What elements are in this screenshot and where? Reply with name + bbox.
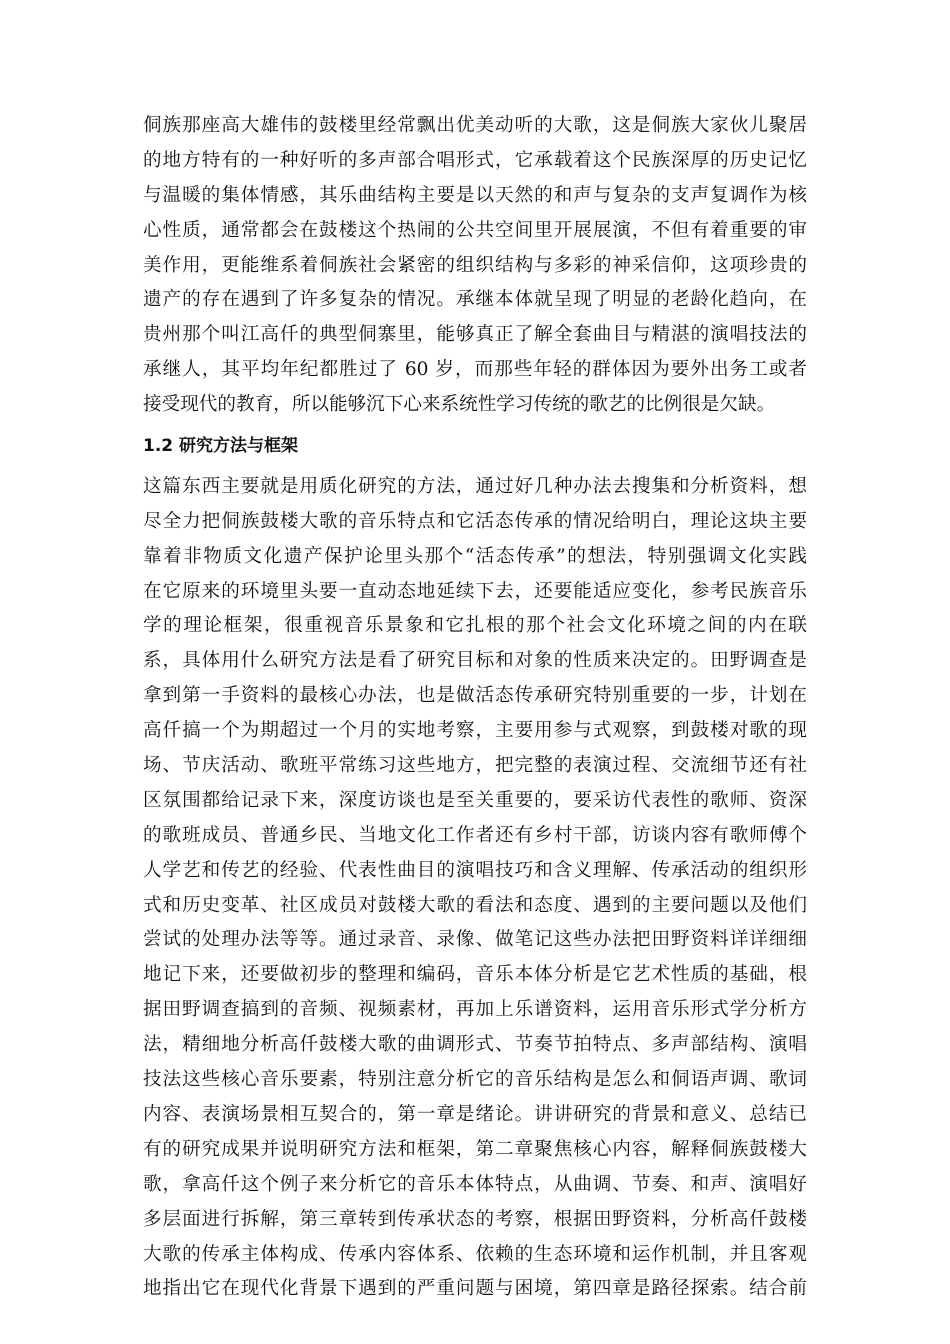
text-line: 据田野调查搞到的音频、视频素材，再加上乐谱资料，运用音乐形式学分析方 [143, 999, 807, 1021]
text-line: 高仟搞一个为期超过一个月的实地考察，主要用参与式观察，到鼓楼对歌的现 [143, 720, 807, 742]
text-line: 承继人，其平均年纪都胜过了 60 岁，而那些年轻的群体因为要外出务工或者 [143, 359, 807, 381]
text-line: 式和历史变革、社区成员对鼓楼大歌的看法和态度、遇到的主要问题以及他们 [143, 894, 807, 916]
text-line: 靠着非物质文化遗产保护论里头那个“活态传承”的想法，特别强调文化实践 [143, 545, 807, 567]
text-line: 学的理论框架，很重视音乐景象和它扎根的那个社会文化环境之间的内在联 [143, 615, 807, 637]
methods-paragraph [143, 470, 807, 1307]
text-line: 尽全力把侗族鼓楼大歌的音乐特点和它活态传承的情况给明白，理论这块主要 [143, 510, 807, 532]
text-line: 人学艺和传艺的经验、代表性曲目的演唱技巧和含义理解、传承活动的组织形 [143, 859, 807, 881]
text-line: 贵州那个叫江高仟的典型侗寨里，能够真正了解全套曲目与精湛的演唱技法的 [143, 324, 807, 346]
text-line: 法，精细地分析高仟鼓楼大歌的曲调形式、节奏节拍特点、多声部结构、演唱 [143, 1034, 807, 1056]
text-line: 系，具体用什么研究方法是看了研究目标和对象的性质来决定的。田野调查是 [143, 650, 807, 672]
text-line: 遗产的存在遇到了许多复杂的情况。承继本体就呈现了明显的老龄化趋向，在 [143, 289, 807, 311]
text-line: 与温暖的集体情感，其乐曲结构主要是以天然的和声与复杂的支声复调作为核 [143, 184, 807, 206]
text-line: 的地方特有的一种好听的多声部合唱形式，它承载着这个民族深厚的历史记忆 [143, 149, 807, 171]
text-line: 歌，拿高仟这个例子来分析它的音乐本体特点，从曲调、节奏、和声、演唱好 [143, 1173, 807, 1195]
section-heading: 1.2 研究方法与框架 [143, 436, 299, 457]
text-line: 有的研究成果并说明研究方法和框架，第二章聚焦核心内容，解释侗族鼓楼大 [143, 1138, 807, 1160]
text-line: 接受现代的教育，所以能够沉下心来系统性学习传统的歌艺的比例很是欠缺。 [143, 394, 776, 416]
text-line: 技法这些核心音乐要素，特别注意分析它的音乐结构是怎么和侗语声调、歌词 [143, 1069, 807, 1091]
text-line: 心性质，通常都会在鼓楼这个热闹的公共空间里开展展演，不但有着重要的审 [143, 219, 807, 241]
text-line: 大歌的传承主体构成、传承内容体系、依赖的生态环境和运作机制，并且客观 [143, 1243, 807, 1265]
document-page [143, 109, 807, 1307]
intro-paragraph [143, 109, 807, 423]
text-line: 尝试的处理办法等等。通过录音、录像、做笔记这些办法把田野资料详详细细 [143, 929, 807, 951]
text-line: 场、节庆活动、歌班平常练习这些地方，把完整的表演过程、交流细节还有社 [143, 755, 807, 777]
text-line: 区氛围都给记录下来，深度访谈也是至关重要的，要采访代表性的歌师、资深 [143, 789, 807, 811]
text-line: 在它原来的环境里头要一直动态地延续下去，还要能适应变化，参考民族音乐 [143, 580, 807, 602]
text-line: 美作用，更能维系着侗族社会紧密的组织结构与多彩的神采信仰，这项珍贵的 [143, 254, 807, 276]
text-line: 多层面进行拆解，第三章转到传承状态的考察，根据田野资料，分析高仟鼓楼 [143, 1208, 807, 1230]
text-line: 地指出它在现代化背景下遇到的严重问题与困境，第四章是路径探索。结合前 [143, 1278, 807, 1300]
text-line: 内容、表演场景相互契合的，第一章是绪论。讲讲研究的背景和意义、总结已 [143, 1103, 807, 1125]
text-line: 这篇东西主要就是用质化研究的方法，通过好几种办法去搜集和分析资料，想 [143, 475, 807, 497]
text-line: 的歌班成员、普通乡民、当地文化工作者还有乡村干部，访谈内容有歌师傅个 [143, 824, 807, 846]
text-line: 拿到第一手资料的最核心办法，也是做活态传承研究特别重要的一步，计划在 [143, 685, 807, 707]
text-line: 侗族那座高大雄伟的鼓楼里经常飘出优美动听的大歌，这是侗族大家伙儿聚居 [143, 115, 807, 136]
text-line: 地记下来，还要做初步的整理和编码，音乐本体分析是它艺术性质的基础，根 [143, 964, 807, 986]
